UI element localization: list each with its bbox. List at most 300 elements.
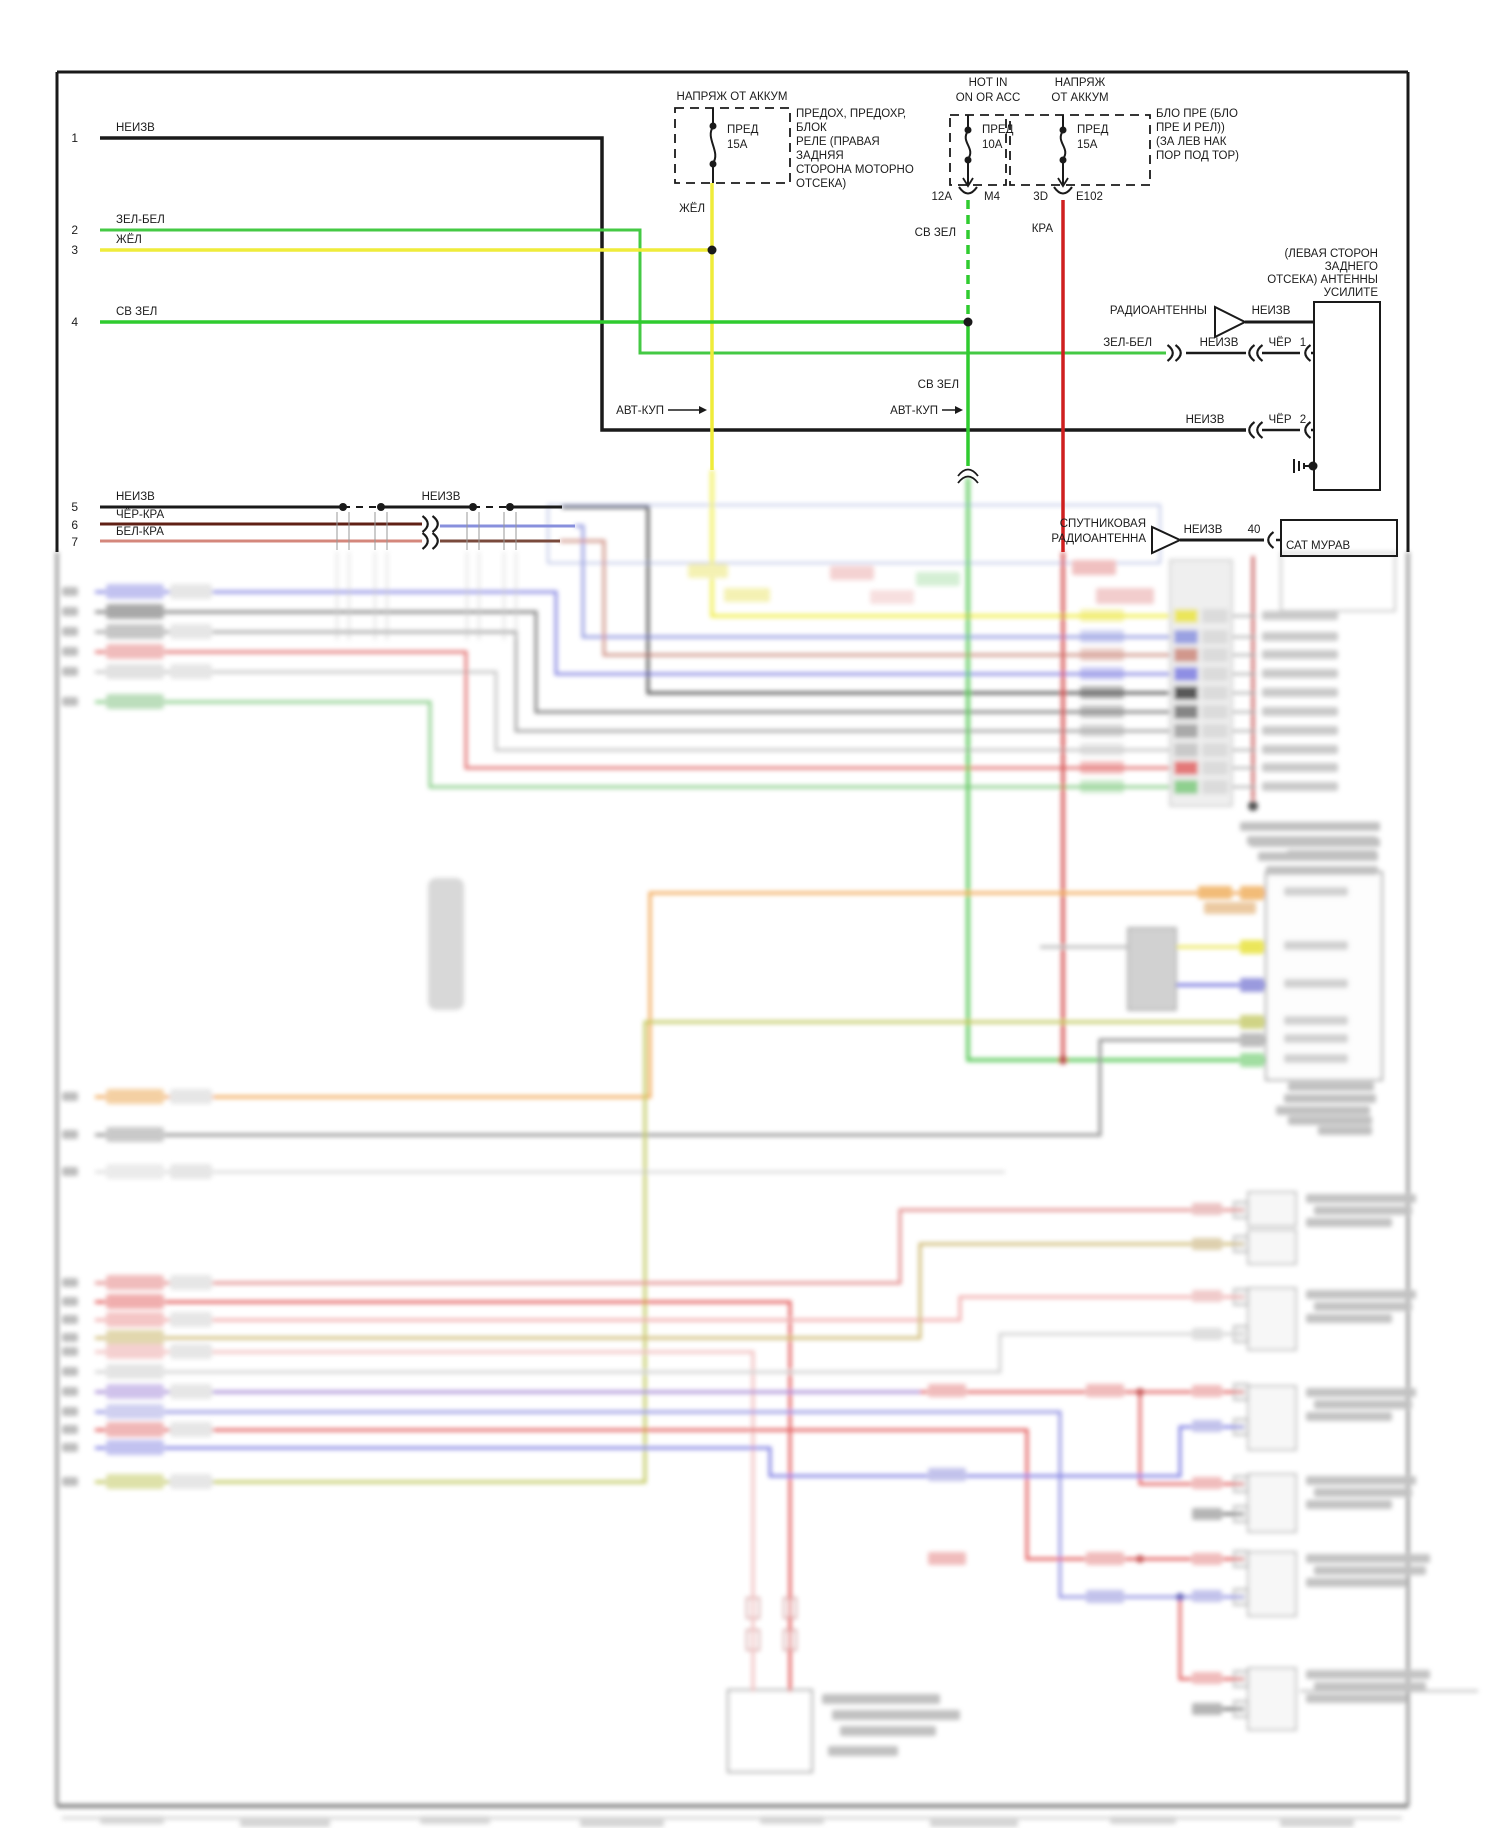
g3-pink3 <box>95 1352 753 1692</box>
group3-row-label <box>106 1404 164 1419</box>
pin-blob-2 <box>1202 667 1228 681</box>
fuse3-note1: БЛО ПРЕ (БЛО <box>1156 108 1238 120</box>
antenna-amp-box <box>1314 302 1380 490</box>
group2-row-label-2 <box>170 1089 212 1104</box>
g3-blue2 <box>95 1412 1244 1597</box>
fuse2-element-dot-top <box>965 127 972 134</box>
pin-blob <box>1174 667 1198 681</box>
speaker-text-bar <box>1306 1694 1406 1703</box>
speaker-text-bar <box>1306 1388 1416 1397</box>
group3-row-label-2 <box>170 1275 212 1290</box>
kra-junction <box>1059 1056 1068 1065</box>
group3-row-number <box>62 1333 78 1342</box>
midbox-text-bar <box>1284 887 1348 896</box>
sub-box <box>1128 928 1176 1010</box>
pin-text-bar <box>1262 650 1338 659</box>
group2-row-number <box>62 1167 78 1176</box>
wire-label-blob <box>1080 705 1124 718</box>
pin-blob-2 <box>1202 761 1228 775</box>
wire-label-blob <box>1080 761 1124 774</box>
fuse1-label1: ПРЕД <box>727 124 759 136</box>
blur-bar <box>1284 1094 1376 1103</box>
group2-row-number <box>62 1130 78 1139</box>
blur-bar <box>840 1726 936 1736</box>
blur-bar <box>1318 1126 1372 1135</box>
group2-row-label <box>106 1164 164 1179</box>
wire7-conn-a <box>423 533 428 549</box>
group3-row-number <box>62 1315 78 1324</box>
group3-row-label <box>106 1275 164 1290</box>
blur-bar <box>1096 588 1154 604</box>
speaker-text-bar <box>1314 1400 1412 1409</box>
wire3-color: ЖЁЛ <box>116 234 142 246</box>
g3-dot-3 <box>1176 1593 1184 1601</box>
midbox-pin-blob <box>1240 978 1264 992</box>
pin-blob-2 <box>1202 780 1228 794</box>
midbox-pin-blob <box>1240 886 1264 900</box>
wire-label-blob <box>1080 780 1124 793</box>
group1-row-number <box>62 587 78 596</box>
group3-row-number <box>62 1297 78 1306</box>
blur-bar <box>1110 1816 1176 1824</box>
spk-connA-body1 <box>1248 1192 1296 1226</box>
g3-blue1 <box>95 1427 1244 1476</box>
group2-row-number <box>62 1092 78 1101</box>
speaker-text-bar <box>1306 1554 1430 1563</box>
pin-text-bar <box>1262 763 1338 772</box>
pin-blob-2 <box>1202 705 1228 719</box>
wire-label-blob <box>1080 609 1124 622</box>
group3-row-number <box>62 1387 78 1396</box>
gnd-dot <box>1309 462 1318 471</box>
blur-bar <box>870 590 914 604</box>
pin-blob-2 <box>1202 609 1228 623</box>
gray-row-2 <box>95 632 1170 731</box>
blur-bar <box>1240 822 1380 831</box>
pin-text-bar <box>1262 726 1338 735</box>
group3-row-number <box>62 1443 78 1452</box>
speaker-text-bar <box>1314 1488 1412 1497</box>
pin-blob <box>1174 630 1198 644</box>
cher2-conn-a <box>1249 422 1254 438</box>
g3-pink1 <box>95 1210 1244 1283</box>
group3-row-number <box>62 1407 78 1416</box>
pin-blob-2 <box>1202 743 1228 757</box>
group3-row-label <box>106 1294 164 1309</box>
neizv-pin1-label: НЕИЗВ <box>1199 337 1239 349</box>
speaker-text-bar <box>1314 1206 1412 1215</box>
group3-row-label <box>106 1440 164 1455</box>
radio-wire-label: НЕИЗВ <box>1251 305 1291 317</box>
group1-row-label <box>106 694 164 709</box>
sat-unit-box-cont <box>1281 553 1395 611</box>
group1-row-label-2 <box>170 584 212 599</box>
fuse1-element-dot-top <box>710 123 717 130</box>
group3-row-number <box>62 1278 78 1287</box>
midbox-text-bar <box>1284 1016 1348 1025</box>
avtkup-label-1: АВТ-КУП <box>616 405 664 417</box>
speaker-text-bar <box>1306 1412 1392 1421</box>
group1-row-number <box>62 647 78 656</box>
pin-blob-2 <box>1202 630 1228 644</box>
blur-bar <box>822 1694 940 1704</box>
g3-tan <box>95 1244 1244 1338</box>
blur-bar <box>928 1468 966 1481</box>
pin-blob-2 <box>1202 648 1228 662</box>
speaker-text-bar <box>1306 1476 1416 1485</box>
wire3-num: 3 <box>71 243 78 257</box>
blur-bar <box>1192 1238 1222 1250</box>
blur-bar <box>1192 1508 1222 1520</box>
blur-bar <box>1192 1328 1222 1340</box>
blur-bar <box>1192 1477 1222 1489</box>
fuse2-title1: HOT IN <box>968 77 1008 89</box>
speaker-text-bar <box>1314 1302 1412 1311</box>
sat-unit-name: САТ МУРАВ <box>1286 540 1351 552</box>
wire5-dot4 <box>506 503 514 511</box>
g3-red2-branch <box>1140 1392 1244 1484</box>
fuse1-element-dot-bottom <box>710 161 717 168</box>
group1-row-number <box>62 627 78 636</box>
pin-blob <box>1174 648 1198 662</box>
zelbel-end-label: ЗЕЛ-БЕЛ <box>1103 337 1152 349</box>
cher2-label: ЧЁР <box>1268 414 1292 426</box>
group1-row-label <box>106 624 164 639</box>
mid-unit-box <box>1266 872 1382 1080</box>
avtkup-label-2: АВТ-КУП <box>890 405 938 417</box>
blur-bar <box>1198 886 1232 899</box>
blur-bar <box>930 1819 1018 1827</box>
blur-bar <box>1192 1420 1222 1432</box>
g3-pink2 <box>95 1297 1244 1320</box>
fuse1-note2: БЛОК <box>796 122 827 134</box>
fuse1-title: НАПРЯЖ ОТ АККУМ <box>676 91 788 103</box>
sharp-upper-section <box>57 72 1408 556</box>
wire-label-blob <box>1080 743 1124 756</box>
junction-svzel <box>964 318 973 327</box>
amp-title1: (ЛЕВАЯ СТОРОН <box>1284 248 1378 260</box>
pin-blob-2 <box>1202 724 1228 738</box>
fuse3-element-dot-bottom <box>1060 157 1067 164</box>
avtkup-arrow-1-head <box>699 406 707 414</box>
fuse1-element <box>711 127 716 163</box>
fuse1-note6: ОТСЕКА) <box>796 178 847 190</box>
pin-text-bar <box>1262 632 1338 641</box>
wire-label-blob <box>1080 648 1124 661</box>
wire5-num: 5 <box>71 500 78 514</box>
blur-bar <box>1192 1385 1222 1397</box>
gray-row-1 <box>95 612 1170 712</box>
zelbel-conn-b <box>1176 345 1181 361</box>
pin-blob <box>1174 705 1198 719</box>
group1-row-label <box>106 584 164 599</box>
blur-bar <box>240 1819 330 1827</box>
conn-e102-name: E102 <box>1076 191 1103 203</box>
wire-label-blob <box>1080 724 1124 737</box>
wire2-color: ЗЕЛ-БЕЛ <box>116 214 165 226</box>
fuse1-note5: СТОРОНА МОТОРНО <box>796 164 914 176</box>
wire7-conn-b <box>433 533 438 549</box>
wire5-color: НЕИЗВ <box>116 491 155 503</box>
junction-zhel <box>708 246 717 255</box>
pin-blob <box>1174 686 1198 700</box>
fuse1-note4: ЗАДНЯЯ <box>796 150 844 162</box>
midbox-text-bar <box>1284 1034 1348 1043</box>
amp-title2: ЗАДНЕГО <box>1324 261 1378 273</box>
blur-bar <box>1192 1590 1222 1602</box>
group3-row-label-2 <box>170 1312 212 1327</box>
wire1-color: НЕИЗВ <box>116 122 155 134</box>
g3-dot-2 <box>1136 1555 1144 1563</box>
fuse3-note2: ПРЕ И РЕЛ)) <box>1156 122 1225 134</box>
wire6-num: 6 <box>71 518 78 532</box>
group1-row-label-2 <box>170 664 212 679</box>
fuse2-label2: 10А <box>982 139 1003 151</box>
blur-bar <box>928 1384 966 1397</box>
speaker-text-bar <box>1314 1566 1426 1575</box>
midbox-pin-blob <box>1240 1033 1264 1047</box>
blur-bar <box>832 1710 960 1720</box>
group1-row-label <box>106 644 164 659</box>
fuse3-element-dot-top <box>1060 127 1067 134</box>
midbox-pin-blob <box>1240 1015 1264 1029</box>
kra-label: КРА <box>1031 223 1053 235</box>
cher1-label: ЧЁР <box>1268 337 1292 349</box>
group3-row-label <box>106 1474 164 1489</box>
svzel-label-upper: СВ ЗЕЛ <box>914 227 956 239</box>
wire-label-blob <box>1080 686 1124 699</box>
blur-bar <box>1204 902 1256 914</box>
spk-connE-body <box>1248 1552 1296 1616</box>
conn-m4-symbol <box>959 187 977 194</box>
fuse3-title2: ОТ АККУМ <box>1051 92 1109 104</box>
pin-text-bar <box>1262 688 1338 697</box>
wire1-neizv <box>100 138 1246 430</box>
midbox-pin-blob <box>1240 940 1264 954</box>
spk-connF-body <box>1248 1668 1296 1730</box>
fuse3-element <box>1061 131 1066 159</box>
blurred-lower-section <box>57 470 1478 1827</box>
spk-connD-body <box>1248 1474 1296 1532</box>
blur-bar <box>1086 1384 1124 1397</box>
pin-blob <box>1174 724 1198 738</box>
midbox-text-bar <box>1284 1054 1348 1063</box>
wire7-num: 7 <box>71 535 78 549</box>
wire4-color: СВ ЗЕЛ <box>116 306 158 318</box>
pin-blob <box>1174 609 1198 623</box>
pin-text-bar <box>1262 745 1338 754</box>
fuse1-note3: РЕЛЕ (ПРАВАЯ <box>796 136 880 148</box>
fuse1-label2: 15А <box>727 139 748 151</box>
group3-row-number <box>62 1477 78 1486</box>
blur-bar <box>828 1746 898 1756</box>
bottom-box <box>728 1690 812 1772</box>
pin-text-bar <box>1262 707 1338 716</box>
wire6-conn-a <box>423 516 428 532</box>
group1-row-label-2 <box>170 624 212 639</box>
fuse2-title2: ON OR ACC <box>955 92 1021 104</box>
cher1-conn-a <box>1249 345 1254 361</box>
wire7-color: БЕЛ-КРА <box>116 526 164 538</box>
blur-bar <box>1192 1203 1222 1215</box>
speaker-text-bar <box>1306 1500 1392 1509</box>
conn-m4-pin: 12A <box>931 191 952 203</box>
group1-row-label <box>106 664 164 679</box>
group3-row-number <box>62 1347 78 1356</box>
blur-bar <box>1288 1116 1372 1125</box>
spk-connC-body <box>1248 1386 1296 1450</box>
amp-title3: ОТСЕКА) АНТЕННЫ <box>1267 274 1378 286</box>
group3-row-label <box>106 1344 164 1359</box>
blur-bar <box>1280 1819 1354 1827</box>
wire5-dot2 <box>377 503 385 511</box>
blur-bar <box>1266 866 1378 875</box>
sat-pin-num: 40 <box>1247 524 1261 536</box>
blur-bar <box>1247 836 1377 845</box>
group3-row-label-2 <box>170 1344 212 1359</box>
dark-blob-connector <box>428 878 464 1010</box>
sat-pin-conn <box>1268 532 1273 548</box>
group3-row-label <box>106 1422 164 1437</box>
radio-antenna-icon <box>1215 307 1245 337</box>
speaker-text-bar <box>1306 1314 1392 1323</box>
cher2-conn-b <box>1257 422 1262 438</box>
group1-row-number <box>62 607 78 616</box>
speaker-text-bar <box>1306 1578 1406 1587</box>
green-row <box>95 702 1170 787</box>
blur-bar <box>1288 1082 1374 1091</box>
wire5-color-mid: НЕИЗВ <box>421 491 461 503</box>
blur-bar <box>1072 560 1116 575</box>
blur-bar <box>724 588 770 602</box>
pin2-num: 2 <box>1299 414 1307 426</box>
blur-bar <box>420 1816 490 1824</box>
group1-row-number <box>62 697 78 706</box>
pin-text-bar <box>1262 782 1338 791</box>
pin1-num: 1 <box>1299 337 1307 349</box>
cher1-conn-b <box>1257 345 1262 361</box>
wire4-num: 4 <box>71 315 78 329</box>
blur-bar <box>1287 850 1377 859</box>
neizv-pin2-label: НЕИЗВ <box>1185 414 1225 426</box>
fuse2-element-dot-bottom <box>965 157 972 164</box>
pin-blob-2 <box>1202 686 1228 700</box>
group1-row-number <box>62 667 78 676</box>
g3-red1 <box>95 1302 790 1692</box>
blur-bar <box>1276 1106 1370 1115</box>
blur-bar <box>1086 1590 1124 1603</box>
group1-row-label <box>106 604 164 619</box>
wire6-color: ЧЁР-КРА <box>116 509 165 521</box>
blur-bar <box>760 1816 824 1824</box>
redcol2-end <box>1248 801 1258 811</box>
group3-row-number <box>62 1425 78 1434</box>
conn-e102-pin: 3D <box>1033 191 1048 203</box>
pin-blob <box>1174 761 1198 775</box>
sat-antenna-label1: СПУТНИКОВАЯ <box>1059 518 1146 530</box>
speaker-text-bar <box>1306 1670 1430 1679</box>
group2-row-label-2 <box>170 1164 212 1179</box>
blur-bar <box>1192 1553 1222 1565</box>
blur-bar <box>100 1816 164 1824</box>
speaker-text-bar <box>1306 1218 1392 1227</box>
group3-row-label-2 <box>170 1384 212 1399</box>
midbox-text-bar <box>1284 941 1348 950</box>
connF-red <box>1180 1597 1244 1679</box>
group2-row-label <box>106 1127 164 1142</box>
blur-bar <box>580 1819 664 1827</box>
gray-mid-wire <box>95 1040 1266 1135</box>
group3-row-label-2 <box>170 1474 212 1489</box>
midbox-pin-blob <box>1240 1053 1264 1067</box>
conn-e102-symbol <box>1054 187 1072 194</box>
wire2-num: 2 <box>71 223 78 237</box>
yellow-wire-label: ЖЁЛ <box>679 203 705 215</box>
group3-row-label <box>106 1330 164 1345</box>
fuse3-note4: ПОР ПОД ТОР) <box>1156 150 1239 162</box>
radio-antenna-label: РАДИОАНТЕННЫ <box>1109 305 1207 317</box>
wire-label-blob <box>1080 667 1124 680</box>
group3-row-label <box>106 1384 164 1399</box>
blur-bar <box>928 1552 966 1565</box>
g3-dot-1 <box>1136 1388 1144 1396</box>
conn-m4-name: M4 <box>984 191 1000 203</box>
fuse3-note3: (ЗА ЛЕВ НАК <box>1156 136 1227 148</box>
group2-row-label <box>106 1089 164 1104</box>
orange-wire <box>95 893 1266 1097</box>
blur-bar <box>916 572 960 586</box>
fuse3-title1: НАПРЯЖ <box>1054 77 1106 89</box>
speaker-text-bar <box>1314 1682 1426 1691</box>
wire5-dot3 <box>469 503 477 511</box>
pin-text-bar <box>1262 669 1338 678</box>
wire6-conn-b <box>433 516 438 532</box>
blur-bar <box>688 564 728 578</box>
sat-antenna-label2: РАДИОАНТЕННА <box>1051 533 1146 545</box>
fuse3-label1: ПРЕД <box>1077 124 1109 136</box>
midbox-text-bar <box>1284 979 1348 988</box>
spk-connB-body <box>1248 1288 1296 1350</box>
wire5-dot1 <box>339 503 347 511</box>
fuse1-note1: ПРЕДОХ, ПРЕДОХР, <box>796 108 907 120</box>
group3-row-label <box>106 1312 164 1327</box>
speaker-text-bar <box>1306 1290 1416 1299</box>
blur-bar <box>1086 1552 1124 1565</box>
pin-blob <box>1174 743 1198 757</box>
spk-connA-body2 <box>1248 1230 1296 1264</box>
avtkup-arrow-2-head <box>955 406 963 414</box>
sat-antenna-icon <box>1152 527 1180 553</box>
blur-bar <box>830 566 874 580</box>
blur-bar <box>1192 1703 1222 1715</box>
blur-bar <box>1192 1290 1222 1302</box>
blur-bar <box>1192 1672 1222 1684</box>
amp-title4: УСИЛИТЕ <box>1323 287 1378 299</box>
group3-row-label <box>106 1364 164 1379</box>
wire-label-blob <box>1080 630 1124 643</box>
pin-text-bar <box>1262 611 1338 620</box>
group3-row-label-2 <box>170 1422 212 1437</box>
pin-blob <box>1174 780 1198 794</box>
group3-row-number <box>62 1367 78 1376</box>
fuse2-label1: ПРЕД <box>982 124 1014 136</box>
speaker-text-bar <box>1306 1194 1416 1203</box>
fuse3-label2: 15А <box>1077 139 1098 151</box>
fuse2-element <box>966 131 971 159</box>
wire1-num: 1 <box>71 131 78 145</box>
sat-wire-label: НЕИЗВ <box>1183 524 1223 536</box>
zelbel-conn-a <box>1168 345 1173 361</box>
